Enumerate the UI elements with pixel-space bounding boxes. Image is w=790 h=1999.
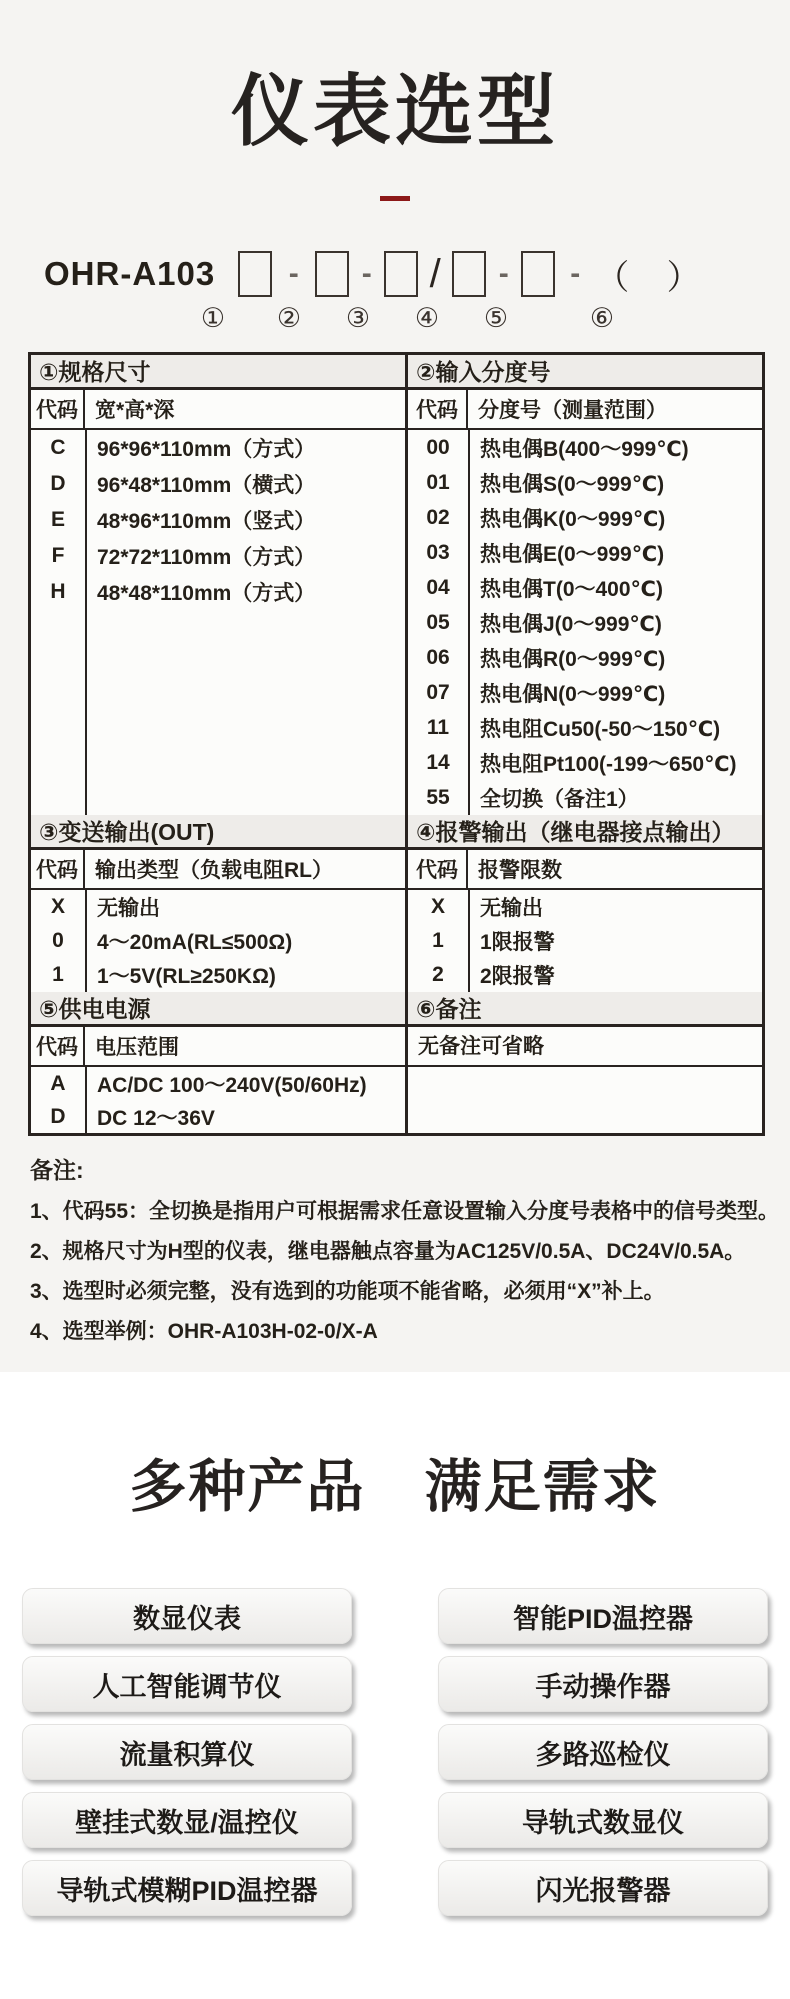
note-line: 2、规格尺寸为H型的仪表，继电器触点容量为AC125V/0.5A、DC24V/0.5A。 bbox=[30, 1240, 746, 1263]
section-power-supply-title: ⑤供电电源 bbox=[31, 992, 405, 1027]
col-header-desc: 报警限数 bbox=[478, 859, 562, 882]
model-code-line bbox=[0, 249, 790, 299]
table-row bbox=[31, 430, 405, 466]
section-transmit-output-rows bbox=[31, 890, 405, 992]
row-description: 4～20mA(RL≤500Ω) bbox=[97, 931, 293, 954]
row-code: D bbox=[50, 472, 66, 495]
table-row bbox=[408, 500, 762, 535]
slot-number: ② bbox=[276, 303, 302, 333]
col-header-code: 代码 bbox=[408, 850, 468, 888]
notes-list bbox=[30, 1198, 780, 1345]
table-row bbox=[31, 924, 405, 958]
selection-table bbox=[28, 352, 765, 1136]
table-row bbox=[31, 538, 405, 574]
row-code: D bbox=[50, 1104, 66, 1128]
model-separator-dash: - bbox=[498, 257, 509, 290]
model-prefix: OHR-A103 bbox=[44, 255, 216, 292]
row-code: 1 bbox=[52, 963, 64, 986]
section-alarm-output-column-headers bbox=[408, 850, 762, 890]
section-remark-title: ⑥备注 bbox=[408, 992, 762, 1027]
col-header-code: 代码 bbox=[408, 390, 468, 428]
product-button[interactable]: 智能PID温控器 bbox=[438, 1588, 768, 1644]
row-description: 无输出 bbox=[480, 897, 543, 920]
col-header-code: 代码 bbox=[31, 1027, 85, 1065]
section-size-column-headers bbox=[31, 390, 405, 430]
row-description: DC 12～36V bbox=[97, 1106, 215, 1130]
table-row bbox=[408, 958, 762, 992]
table-row bbox=[31, 890, 405, 924]
table-pair-size-input bbox=[31, 355, 762, 815]
table-row bbox=[31, 466, 405, 502]
col-header-desc: 输出类型（负载电阻RL） bbox=[95, 859, 333, 882]
product-button[interactable]: 导轨式模糊PID温控器 bbox=[22, 1860, 352, 1916]
products-column-right bbox=[438, 1588, 768, 1928]
section-input-type-column-headers bbox=[408, 390, 762, 430]
row-code: F bbox=[51, 544, 65, 567]
table-pair-output-alarm bbox=[31, 815, 762, 992]
col-header-code: 代码 bbox=[31, 390, 85, 428]
row-description: 2限报警 bbox=[480, 965, 555, 988]
table-row bbox=[408, 675, 762, 710]
row-description: AC/DC 100～240V(50/60Hz) bbox=[97, 1073, 367, 1097]
section-transmit-output bbox=[31, 815, 408, 992]
section-alarm-output bbox=[408, 815, 762, 992]
model-slot-box-2 bbox=[315, 251, 349, 297]
row-description: 热电阻Cu50(-50～150℃) bbox=[480, 717, 721, 741]
row-description: 1限报警 bbox=[480, 931, 555, 954]
product-button[interactable]: 流量积算仪 bbox=[22, 1724, 352, 1780]
row-description: 热电偶T(0～400℃) bbox=[480, 577, 663, 601]
product-button[interactable]: 导轨式数显仪 bbox=[438, 1792, 768, 1848]
section-transmit-output-column-headers bbox=[31, 850, 405, 890]
row-code: 00 bbox=[426, 435, 450, 459]
table-row bbox=[31, 502, 405, 538]
section-size bbox=[31, 355, 408, 815]
model-slot-box-4 bbox=[452, 251, 486, 297]
model-slot-box-1 bbox=[238, 251, 272, 297]
row-code: 55 bbox=[426, 785, 450, 809]
table-row bbox=[408, 570, 762, 605]
col-header-desc: 宽*高*深 bbox=[95, 399, 175, 422]
table-row bbox=[408, 430, 762, 465]
note-line: 1、代码55：全切换是指用户可根据需求任意设置输入分度号表格中的信号类型。 bbox=[30, 1200, 780, 1223]
row-code: 0 bbox=[52, 929, 64, 952]
row-description: 热电阻Pt100(-199～650℃) bbox=[480, 752, 737, 776]
row-code: E bbox=[50, 508, 65, 531]
products-section bbox=[0, 1372, 790, 1999]
model-separator-dash: - bbox=[361, 257, 372, 290]
section-remark-empty-cell bbox=[408, 1067, 762, 1133]
row-description: 72*72*110mm（方式） bbox=[97, 546, 316, 569]
table-row bbox=[408, 535, 762, 570]
product-button[interactable]: 数显仪表 bbox=[22, 1588, 352, 1644]
row-code: X bbox=[430, 895, 445, 918]
model-parentheses: （ ） bbox=[595, 258, 715, 297]
table-row bbox=[408, 710, 762, 745]
model-code-diagram bbox=[0, 249, 790, 337]
slot-number: ① bbox=[200, 303, 226, 333]
slot-number: ⑤ bbox=[483, 303, 509, 333]
row-description: 无输出 bbox=[97, 897, 160, 920]
row-description: 热电偶K(0～999℃) bbox=[480, 507, 666, 531]
row-code: C bbox=[50, 436, 66, 459]
section-alarm-output-title: ④报警输出（继电器接点输出） bbox=[408, 815, 762, 850]
table-row bbox=[408, 780, 762, 815]
product-button[interactable]: 多路巡检仪 bbox=[438, 1724, 768, 1780]
table-row bbox=[31, 958, 405, 992]
row-description: 1～5V(RL≥250KΩ) bbox=[97, 965, 276, 988]
section-input-type-rows bbox=[408, 430, 762, 815]
table-pair-power-remark bbox=[31, 992, 762, 1133]
table-row bbox=[31, 1067, 405, 1100]
row-code: 03 bbox=[426, 540, 450, 564]
product-button[interactable]: 手动操作器 bbox=[438, 1656, 768, 1712]
col-header-desc: 分度号（测量范围） bbox=[478, 399, 667, 422]
row-description: 热电偶S(0～999℃) bbox=[480, 472, 665, 496]
red-dash-divider bbox=[380, 196, 410, 201]
table-row bbox=[408, 605, 762, 640]
table-row bbox=[408, 924, 762, 958]
section-power-supply bbox=[31, 992, 408, 1133]
row-code: 06 bbox=[426, 645, 450, 669]
row-description: 热电偶J(0～999℃) bbox=[480, 612, 662, 636]
row-code: 02 bbox=[426, 505, 450, 529]
table-row bbox=[31, 1100, 405, 1133]
row-code: H bbox=[50, 580, 66, 603]
table-row bbox=[408, 890, 762, 924]
row-code: 04 bbox=[426, 575, 450, 599]
section-remark bbox=[408, 992, 762, 1133]
row-code: 2 bbox=[432, 963, 444, 986]
section-size-title: ①规格尺寸 bbox=[31, 355, 405, 390]
slot-number-row bbox=[0, 303, 790, 339]
note-line: 3、选型时必须完整，没有选到的功能项不能省略，必须用“X”补上。 bbox=[30, 1280, 665, 1303]
product-button[interactable]: 人工智能调节仪 bbox=[22, 1656, 352, 1712]
table-row bbox=[408, 745, 762, 780]
model-slot-box-3 bbox=[384, 251, 418, 297]
notes-block bbox=[0, 1152, 790, 1345]
row-code: 05 bbox=[426, 610, 450, 634]
row-description: 热电偶B(400～999℃) bbox=[480, 437, 689, 461]
section-input-type-title: ②输入分度号 bbox=[408, 355, 762, 390]
model-separator-dash: - bbox=[288, 257, 299, 290]
section-power-supply-column-headers bbox=[31, 1027, 405, 1067]
table-row bbox=[408, 465, 762, 500]
row-description: 48*48*110mm（方式） bbox=[97, 582, 316, 605]
row-code: 07 bbox=[426, 680, 450, 704]
slot-number: ⑥ bbox=[589, 303, 615, 333]
section-remark-note: 无备注可省略 bbox=[408, 1027, 762, 1067]
row-description: 96*96*110mm（方式） bbox=[97, 438, 316, 461]
row-description: 48*96*110mm（竖式） bbox=[97, 510, 316, 533]
products-column-left bbox=[22, 1588, 352, 1928]
products-heading: 多种产品 满足需求 bbox=[129, 1455, 661, 1519]
col-header-code: 代码 bbox=[31, 850, 85, 888]
slot-number: ③ bbox=[345, 303, 371, 333]
row-code: 1 bbox=[432, 929, 444, 952]
model-separator-slash: / bbox=[429, 251, 441, 296]
product-button[interactable]: 壁挂式数显/温控仪 bbox=[22, 1792, 352, 1848]
slot-number: ④ bbox=[414, 303, 440, 333]
row-description: 96*48*110mm（横式） bbox=[97, 474, 316, 497]
note-line: 4、选型举例：OHR-A103H-02-0/X-A bbox=[30, 1320, 378, 1343]
row-code: A bbox=[50, 1071, 66, 1095]
products-grid bbox=[22, 1588, 768, 1928]
table-row bbox=[31, 574, 405, 610]
model-slot-box-5 bbox=[521, 251, 555, 297]
row-description: 全切换（备注1） bbox=[480, 787, 639, 811]
section-input-type bbox=[408, 355, 762, 815]
model-separator-dash: - bbox=[570, 257, 581, 290]
row-description: 热电偶N(0～999℃) bbox=[480, 682, 666, 706]
section-transmit-output-title: ③变送输出(OUT) bbox=[31, 815, 405, 850]
page-title: 仪表选型 bbox=[230, 67, 559, 155]
row-code: 14 bbox=[426, 750, 450, 774]
notes-heading: 备注: bbox=[30, 1157, 84, 1183]
section-size-rows bbox=[31, 430, 405, 815]
section-power-supply-rows bbox=[31, 1067, 405, 1133]
col-header-desc: 电压范围 bbox=[95, 1036, 179, 1059]
row-code: X bbox=[50, 895, 65, 918]
row-code: 11 bbox=[426, 715, 450, 739]
row-description: 热电偶R(0～999℃) bbox=[480, 647, 666, 671]
section-alarm-output-rows bbox=[408, 890, 762, 992]
table-row bbox=[408, 640, 762, 675]
row-code: 01 bbox=[426, 470, 450, 494]
row-description: 热电偶E(0～999℃) bbox=[480, 542, 665, 566]
product-button[interactable]: 闪光报警器 bbox=[438, 1860, 768, 1916]
